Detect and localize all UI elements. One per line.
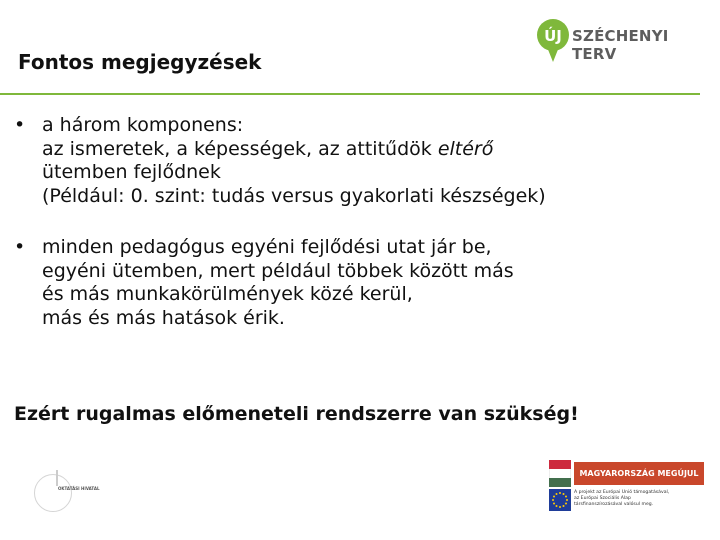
magyarorszag-megujul-banner: MAGYARORSZÁG MEGÚJUL [574,462,704,485]
bullet-dot-icon: • [14,236,26,258]
bullet-line: ütemben fejlődnek [42,161,221,183]
bullet-item [14,236,704,330]
bullet-line: minden pedagógus egyéni fejlődési utat jár be, [42,236,492,258]
conclusion-text: Ezért rugalmas előmeneteli rendszerre van szükség! [14,403,579,425]
title-divider [0,93,700,95]
eu-text-line: társfinanszírozásával valósul meg. [574,502,654,507]
bullet-line: és más munkakörülmények közé kerül, [42,283,413,305]
bullet-line-text: az ismeretek, a képességek, az attitűdök [42,137,438,160]
logo-badge-text: ÚJ [544,27,562,45]
bullet-line-with-emphasis [42,138,704,162]
bullet-dot-icon: • [14,114,26,136]
oktatasi-hivatal-text: OKTATÁSI HIVATAL [58,486,100,491]
eu-text-line: az Európai Szociális Alap [574,496,631,501]
page-title: Fontos megjegyzések [18,50,262,74]
eu-text-line: A projekt az Európai Unió támogatásával, [574,490,670,495]
bullet-line: a három komponens: [42,114,244,136]
bullet-line: (Például: 0. szint: tudás versus gyakorlati készségek) [42,184,546,207]
bullet-line: egyéni ütemben, mert például többek között más [42,259,514,282]
logo-bar-icon [56,470,58,486]
szechenyi-terv-logo [536,18,716,70]
oktatasi-hivatal-logo [34,470,134,514]
bullet-list [14,114,704,330]
bullet-emphasis: eltérő [437,137,494,160]
logo-brand-text: SZÉCHENYI TERV [572,27,669,63]
eu-flag-icon [549,489,571,511]
bullet-item [14,114,704,208]
szechenyi-pin-icon [536,18,570,70]
hungarian-flag-icon [549,460,571,487]
logo-circle-icon [34,474,72,512]
eu-funding-text [574,490,706,508]
funding-logos [549,460,707,514]
bullet-line: más és más hatások érik. [42,306,285,329]
